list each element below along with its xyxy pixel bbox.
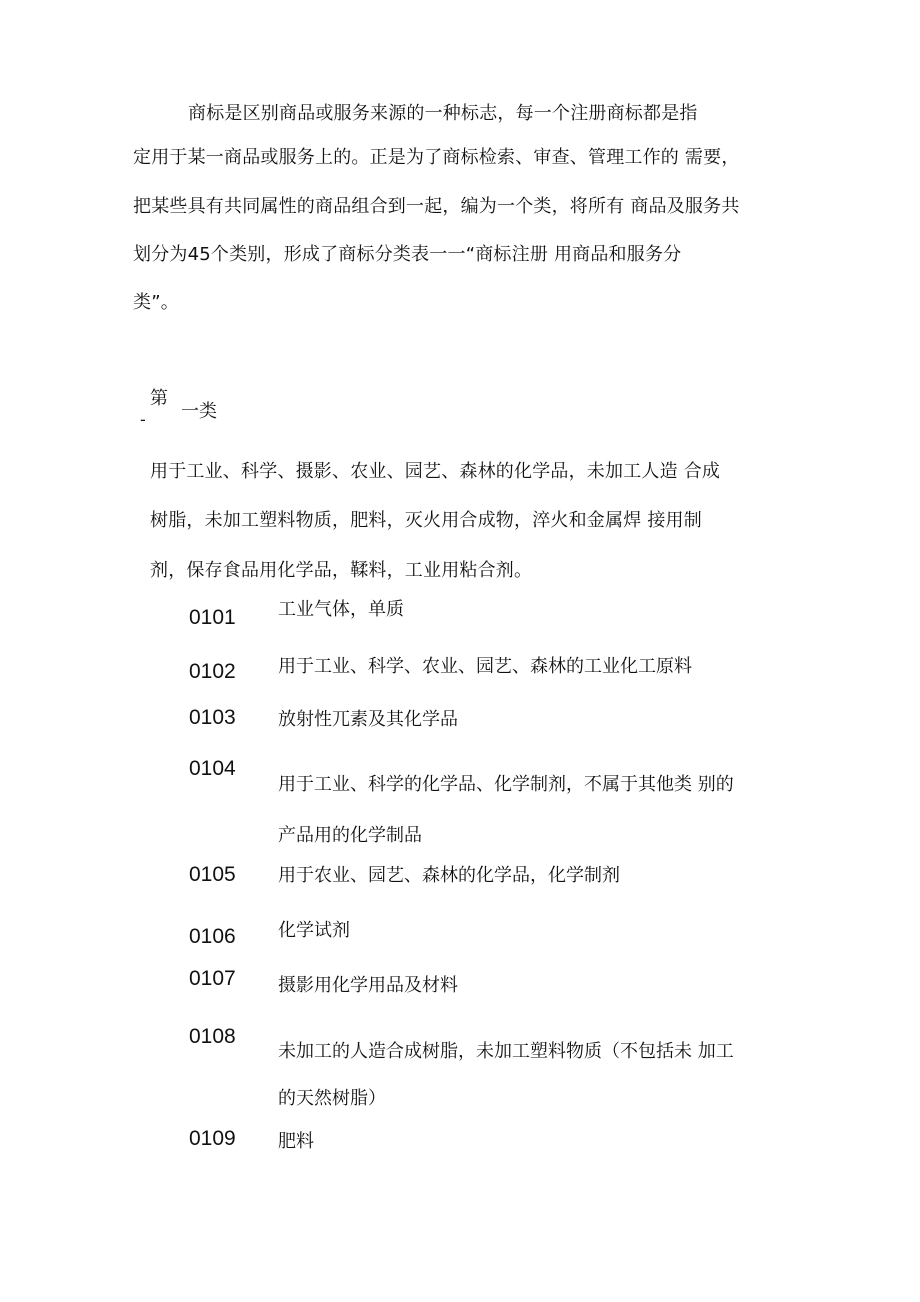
intro-line-2: 定用于某一商品或服务上的。正是为了商标检索、审查、管理工作的 需要，: [133, 147, 740, 168]
item-text-line-1: 用于工业、科学的化学品、化学制剂，不属于其他类 别的: [278, 774, 734, 795]
item-code: 0106: [189, 925, 236, 948]
intro-line-5: 类”。: [133, 292, 179, 313]
section-desc-line-2: 树脂，未加工塑料物质，肥料，灭火用合成物，淬火和金属焊 接用制: [150, 510, 702, 531]
item-text: 用于工业、科学、农业、园艺、森林的工业化工原料: [278, 656, 692, 677]
section-desc-line-3: 剂，保存食品用化学品，鞣料，工业用粘合剂。: [150, 560, 533, 581]
section-desc-line-1: 用于工业、科学、摄影、农业、园艺、森林的化学品，未加工人造 合成: [150, 461, 721, 482]
item-code: 0109: [189, 1127, 236, 1150]
section-heading-yilei: 一类: [181, 401, 217, 422]
intro-line-4: 划分为45个类别，形成了商标分类表一一“商标注册 用商品和服务分: [133, 244, 682, 265]
intro-line-3: 把某些具有共同属性的商品组合到一起，编为一个类，将所有 商品及服务共: [133, 196, 740, 217]
item-code: 0103: [189, 706, 236, 729]
section-heading-di: 第: [150, 388, 168, 409]
item-code: 0102: [189, 660, 236, 683]
item-text: 工业气体，单质: [278, 599, 404, 620]
item-text-line-2: 的天然树脂）: [278, 1088, 386, 1109]
item-code: 0104: [189, 757, 236, 780]
item-text-line-1: 未加工的人造合成树脂，未加工塑料物质（不包括未 加工: [278, 1041, 734, 1062]
item-text: 放射性兀素及其化学品: [278, 709, 458, 730]
item-text-line-2: 产品用的化学制品: [278, 825, 422, 846]
item-text: 化学试剂: [278, 920, 350, 941]
section-heading-dash: -: [140, 410, 146, 429]
item-text: 用于农业、园艺、森林的化学品，化学制剂: [278, 865, 620, 886]
item-code: 0105: [189, 863, 236, 886]
item-code: 0101: [189, 606, 236, 629]
intro-line-1: 商标是区别商品或服务来源的一种标志，每一个注册商标都是指: [188, 103, 698, 124]
item-code: 0108: [189, 1025, 236, 1048]
item-code: 0107: [189, 967, 236, 990]
item-text: 摄影用化学用品及材料: [278, 975, 458, 996]
item-text: 肥料: [278, 1131, 314, 1152]
